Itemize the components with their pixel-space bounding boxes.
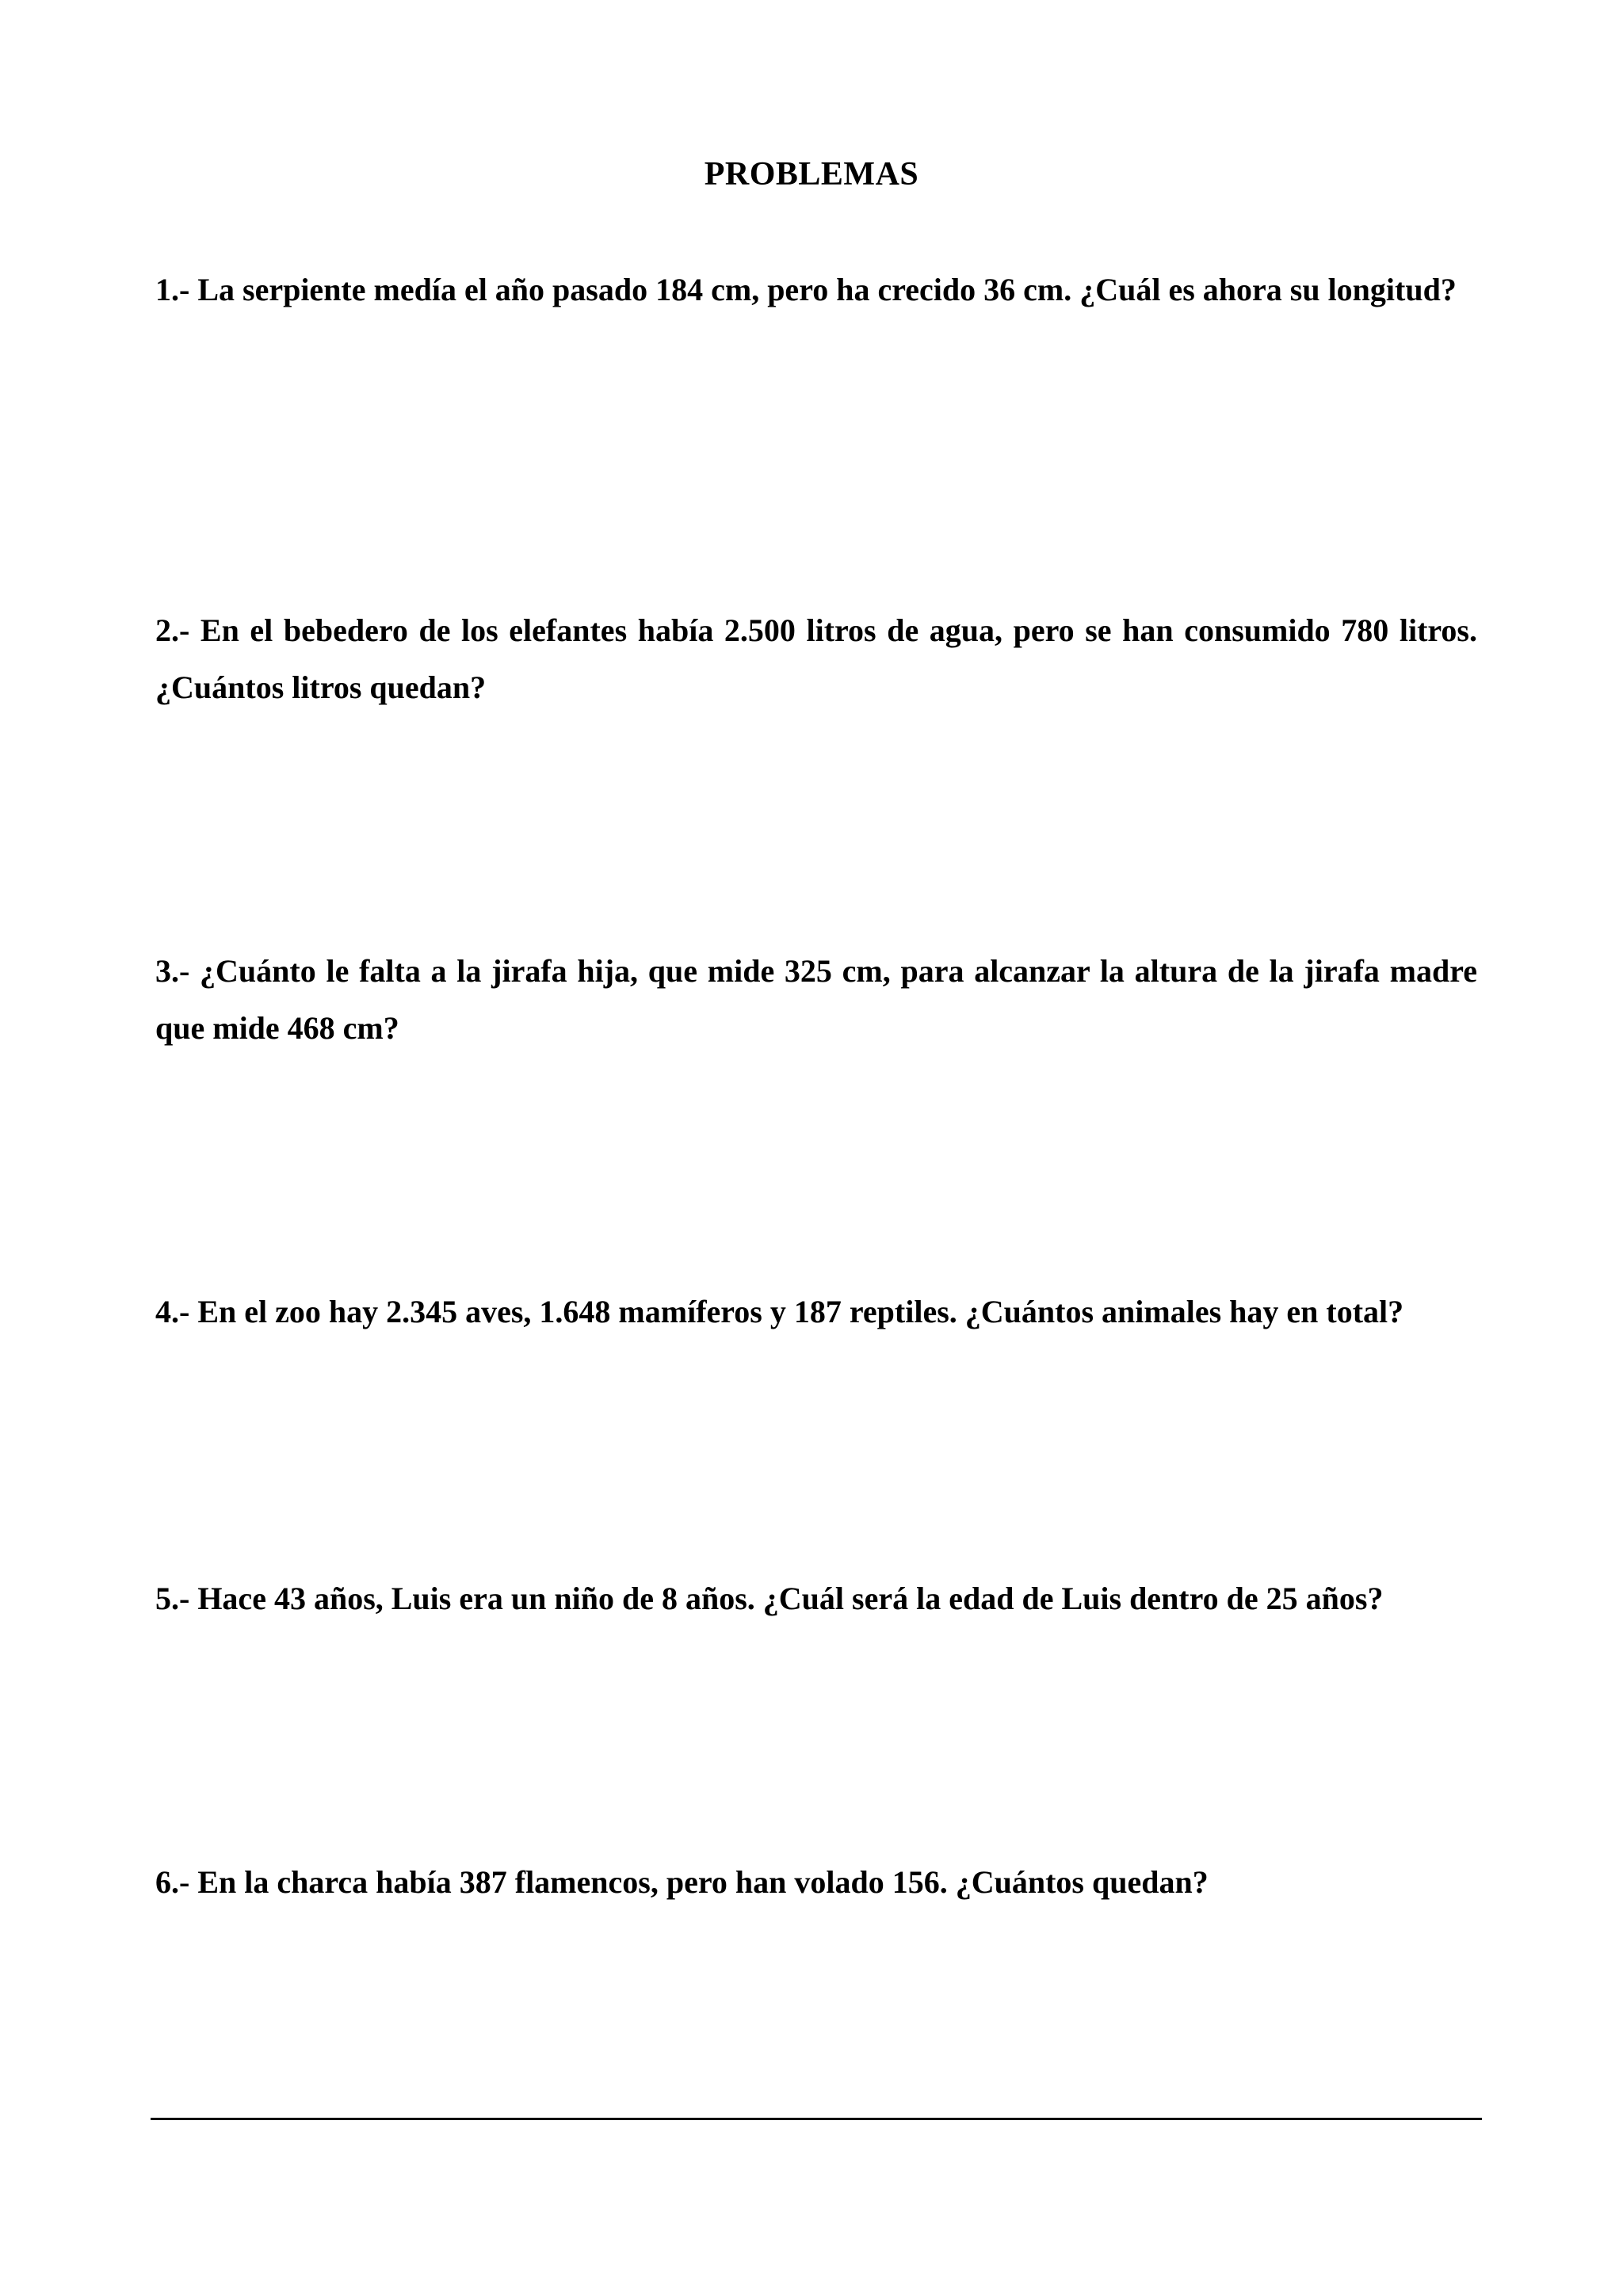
problem-5: 5.- Hace 43 años, Luis era un niño de 8 años. ¿Cuál será la edad de Luis dentro de 25 años? <box>155 1581 1384 1616</box>
footer-divider <box>151 2118 1482 2120</box>
problem-3: 3.- ¿Cuánto le falta a la jirafa hija, que mide 325 cm, para alcanzar la altura de la jirafa madre que mide 468 cm? <box>155 953 1477 1046</box>
problem-4: 4.- En el zoo hay 2.345 aves, 1.648 mamíferos y 187 reptiles. ¿Cuántos animales hay en total? <box>155 1294 1404 1329</box>
problem-2: 2.- En el bebedero de los elefantes había 2.500 litros de agua, pero se han consumido 780 litros. ¿Cuántos litros quedan? <box>155 612 1477 705</box>
problem-1: 1.- La serpiente medía el año pasado 184 cm, pero ha crecido 36 cm. ¿Cuál es ahora su longitud? <box>155 272 1457 307</box>
page-title: PROBLEMAS <box>704 156 919 193</box>
problem-6: 6.- En la charca había 387 flamencos, pero han volado 156. ¿Cuántos quedan? <box>155 1864 1209 1900</box>
